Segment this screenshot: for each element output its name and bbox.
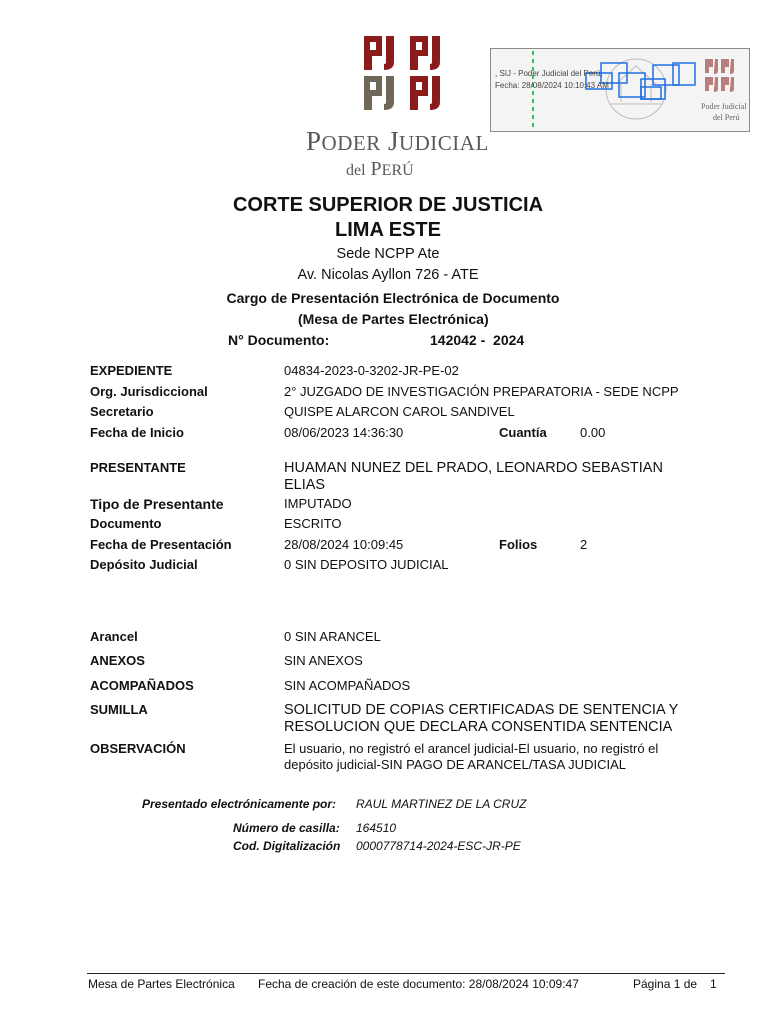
mesa-partes-subtitle: (Mesa de Partes Electrónica) bbox=[298, 311, 489, 327]
cuantia-label: Cuantía bbox=[499, 425, 547, 440]
presentado-value: RAUL MARTINEZ DE LA CRUZ bbox=[356, 797, 527, 811]
org-name-line2: del PERÚ bbox=[346, 158, 414, 180]
fecha-inicio-value: 08/06/2023 14:36:30 bbox=[284, 425, 404, 440]
org-name-line1: PODER JUDICIAL bbox=[306, 126, 489, 156]
secretario-label: Secretario bbox=[90, 404, 154, 419]
arancel-label: Arancel bbox=[90, 629, 138, 644]
court-title: CORTE SUPERIOR DE JUSTICIA bbox=[232, 194, 544, 216]
org-jurisdiccional-value: 2° JUZGADO DE INVESTIGACIÓN PREPARATORIA - SEDE NCPP bbox=[284, 384, 679, 399]
stamp-logo-line-2: del Perú bbox=[713, 113, 740, 122]
fecha-presentacion-value: 28/08/2024 10:09:45 bbox=[284, 537, 404, 552]
tipo-presentante-value: IMPUTADO bbox=[284, 496, 352, 511]
expediente-label: EXPEDIENTE bbox=[90, 363, 173, 378]
fecha-inicio-label: Fecha de Inicio bbox=[90, 425, 184, 440]
poder-judicial-emblem bbox=[360, 34, 456, 114]
stamp-line-1: , SIJ - Poder Judicial del Perú, bbox=[495, 69, 603, 78]
digitalizacion-value: 0000778714-2024-ESC-JR-PE bbox=[356, 839, 521, 853]
footer-page-label: Página 1 de bbox=[633, 977, 698, 991]
anexos-label: ANEXOS bbox=[90, 653, 145, 668]
presentante-value-line1: HUAMAN NUNEZ DEL PRADO, LEONARDO SEBASTIAN bbox=[284, 460, 663, 476]
anexos-value: SIN ANEXOS bbox=[284, 653, 363, 668]
footer-page-total: 1 bbox=[710, 977, 717, 991]
stamp-logo-line-1: Poder Judicial bbox=[701, 102, 747, 111]
observacion-value-line1: El usuario, no registró el arancel judicial-El usuario, no registró el bbox=[284, 741, 659, 756]
tipo-presentante-label: Tipo de Presentante bbox=[90, 496, 224, 512]
folios-value: 2 bbox=[580, 537, 588, 552]
deposito-judicial-value: 0 SIN DEPOSITO JUDICIAL bbox=[284, 557, 449, 572]
sumilla-value-line2: RESOLUCION QUE DECLARA CONSENTIDA SENTENCIA bbox=[284, 719, 673, 735]
documento-value: ESCRITO bbox=[284, 516, 342, 531]
presentado-label: Presentado electrónicamente por: bbox=[142, 797, 337, 811]
expediente-value: 04834-2023-0-3202-JR-PE-02 bbox=[284, 363, 459, 378]
secretario-value: QUISPE ALARCON CAROL SANDIVEL bbox=[284, 404, 515, 419]
org-jurisdiccional-label: Org. Jurisdiccional bbox=[90, 384, 208, 399]
digital-signature-stamp bbox=[490, 48, 750, 132]
acompanados-value: SIN ACOMPAÑADOS bbox=[284, 678, 411, 693]
sumilla-value-line1: SOLICITUD DE COPIAS CERTIFICADAS DE SENTENCIA Y bbox=[284, 702, 679, 718]
footer-creation-date: Fecha de creación de este documento: 28/08/2024 10:09:47 bbox=[258, 977, 579, 991]
sumilla-label: SUMILLA bbox=[90, 702, 148, 717]
casilla-value: 164510 bbox=[356, 821, 397, 835]
observacion-value-line2: depósito judicial-SIN PAGO DE ARANCEL/TASA JUDICIAL bbox=[284, 757, 626, 772]
casilla-label: Número de casilla: bbox=[233, 821, 340, 835]
document-number-label: N° Documento: bbox=[228, 332, 330, 348]
digitalizacion-label: Cod. Digitalización bbox=[233, 839, 341, 853]
footer-divider bbox=[87, 973, 725, 974]
presentante-value-line2: ELIAS bbox=[284, 477, 326, 493]
presentante-label: PRESENTANTE bbox=[90, 460, 186, 475]
court-subtitle: LIMA ESTE bbox=[335, 219, 441, 241]
sede: Sede NCPP Ate bbox=[336, 246, 440, 262]
stamp-watermark-graphic bbox=[491, 49, 749, 131]
address: Av. Nicolas Ayllon 726 - ATE bbox=[297, 267, 479, 283]
footer-left: Mesa de Partes Electrónica bbox=[88, 977, 235, 991]
acompanados-label: ACOMPAÑADOS bbox=[90, 678, 194, 693]
observacion-label: OBSERVACIÓN bbox=[90, 741, 186, 756]
arancel-value: 0 SIN ARANCEL bbox=[284, 629, 381, 644]
document-type-title: Cargo de Presentación Electrónica de Documento bbox=[226, 290, 560, 306]
deposito-judicial-label: Depósito Judicial bbox=[90, 557, 198, 572]
cuantia-value: 0.00 bbox=[580, 425, 606, 440]
documento-label: Documento bbox=[90, 516, 162, 531]
stamp-line-2: Fecha: 28/08/2024 10:10:43 AM bbox=[495, 81, 609, 90]
folios-label: Folios bbox=[499, 537, 538, 552]
fecha-presentacion-label: Fecha de Presentación bbox=[90, 537, 232, 552]
document-number-value: 142042 - 2024 bbox=[430, 332, 525, 348]
